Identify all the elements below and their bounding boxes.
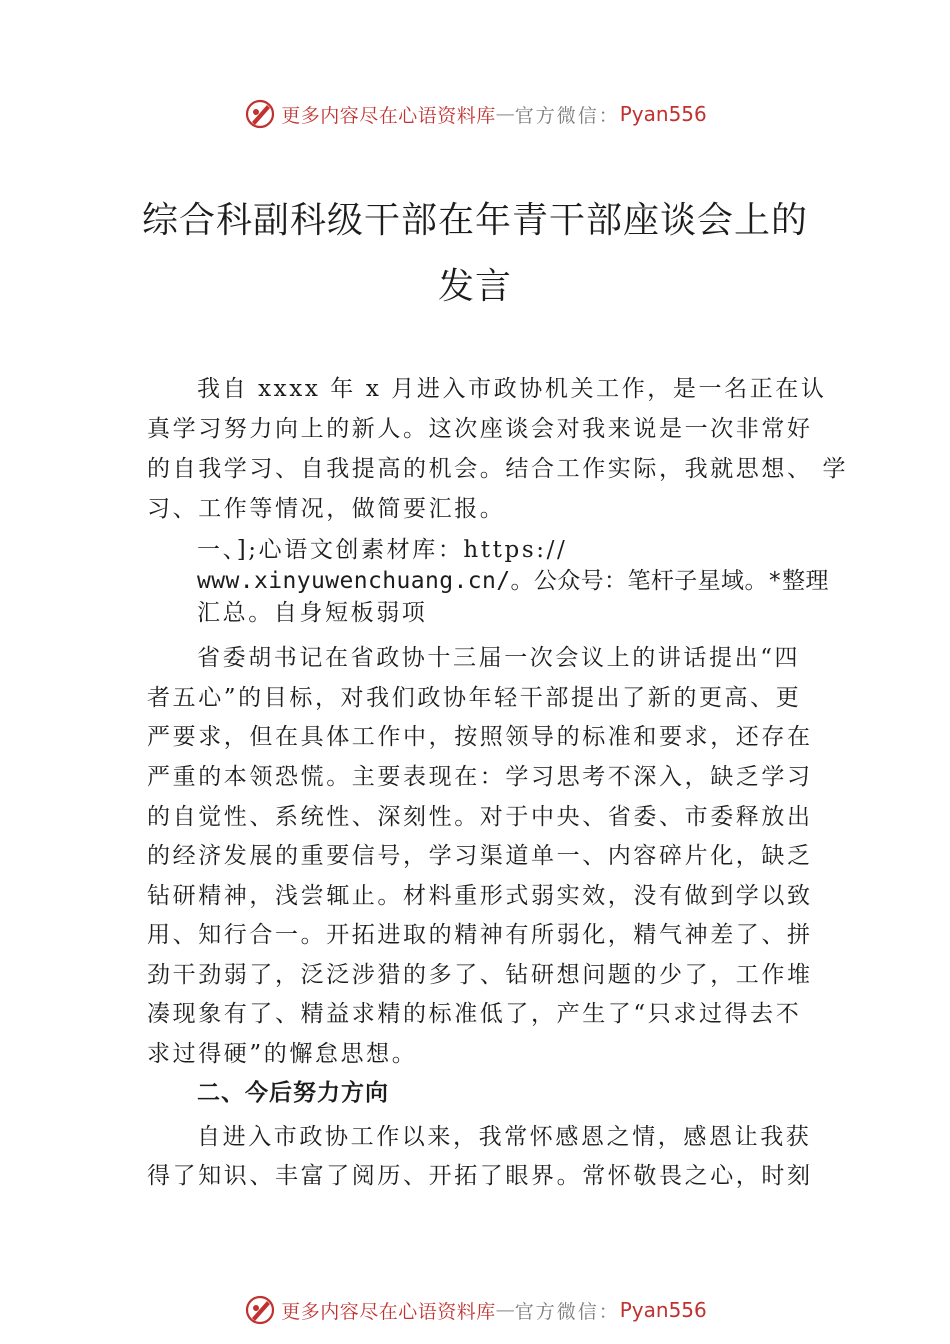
banner-wechat-label: 官方微信： <box>514 1300 620 1323</box>
paragraph-line: 自进入市政协工作以来，我常怀感恩之情，感恩让我获 <box>197 1124 812 1150</box>
paragraph-line: 习、工作等情况，做简要汇报。 <box>147 496 506 522</box>
paragraph-line: 严要求，但在具体工作中，按照领导的标准和要求，还存在 <box>147 724 813 750</box>
paragraph-line: 凑现象有了、精益求精的标准低了，产生了“只求过得去不 <box>147 1001 802 1027</box>
paragraph-line: 者五心”的目标，对我们政协年轻干部提出了新的更高、更 <box>147 685 802 711</box>
section-heading: 二、今后努力方向 <box>197 1080 389 1106</box>
banner-wechat-id: Pyan556 <box>619 102 707 126</box>
footer-banner <box>0 1290 950 1330</box>
header-banner <box>0 94 950 134</box>
section-heading-line: 汇总。自身短板弱项 <box>197 600 428 626</box>
paragraph-line: 的自觉性、系统性、深刻性。对于中央、省委、市委释放出 <box>147 804 813 830</box>
paragraph-line: 用、知行合一。开拓进取的精神有所弱化，精气神差了、拼 <box>147 922 813 948</box>
banner-dash: — <box>495 103 515 125</box>
paragraph-line: 真学习努力向上的新人。这次座谈会对我来说是一次非常好 <box>147 416 813 442</box>
paragraph-line: 我自 xxxx 年 x 月进入市政协机关工作，是一名正在认 <box>197 376 827 402</box>
document-title-line-1: 综合科副科级干部在年青干部座谈会上的 <box>141 200 808 241</box>
paragraph-line: 严重的本领恐慌。主要表现在：学习思考不深入，缺乏学习 <box>147 764 813 790</box>
banner-dash: — <box>495 1299 515 1321</box>
section-heading-line: www.xinyuwenchuang.cn/。公众号：笔杆子星域。*整理 <box>197 568 829 594</box>
paragraph-line: 得了知识、丰富了阅历、开拓了眼界。常怀敬畏之心，时刻 <box>147 1163 813 1189</box>
pen-circle-logo-icon <box>243 1293 277 1327</box>
paragraph-line: 求过得硬”的懈怠思想。 <box>147 1041 418 1067</box>
banner-wechat-label: 官方微信： <box>514 104 620 127</box>
paragraph-line: 劲干劲弱了，泛泛涉猎的多了、钻研想问题的少了，工作堆 <box>147 962 813 988</box>
banner-wechat-id: Pyan556 <box>619 1298 707 1322</box>
paragraph-line: 的经济发展的重要信号，学习渠道单一、内容碎片化，缺乏 <box>147 843 813 869</box>
paragraph-line: 钻研精神，浅尝辄止。材料重形式弱实效，没有做到学以致 <box>147 883 813 909</box>
paragraph-line: 省委胡书记在省政协十三届一次会议上的讲话提出“四 <box>197 645 801 671</box>
banner-library-text: 更多内容尽在心语资料库 <box>281 1300 496 1323</box>
document-title-line-2: 发言 <box>437 266 512 307</box>
paragraph-line: 的自我学习、自我提高的机会。结合工作实际，我就思想、 学 <box>147 456 849 482</box>
banner-library-text: 更多内容尽在心语资料库 <box>281 104 496 127</box>
pen-circle-logo-icon <box>243 97 277 131</box>
section-heading-line: 一、];心语文创素材库：https:// <box>197 537 568 563</box>
